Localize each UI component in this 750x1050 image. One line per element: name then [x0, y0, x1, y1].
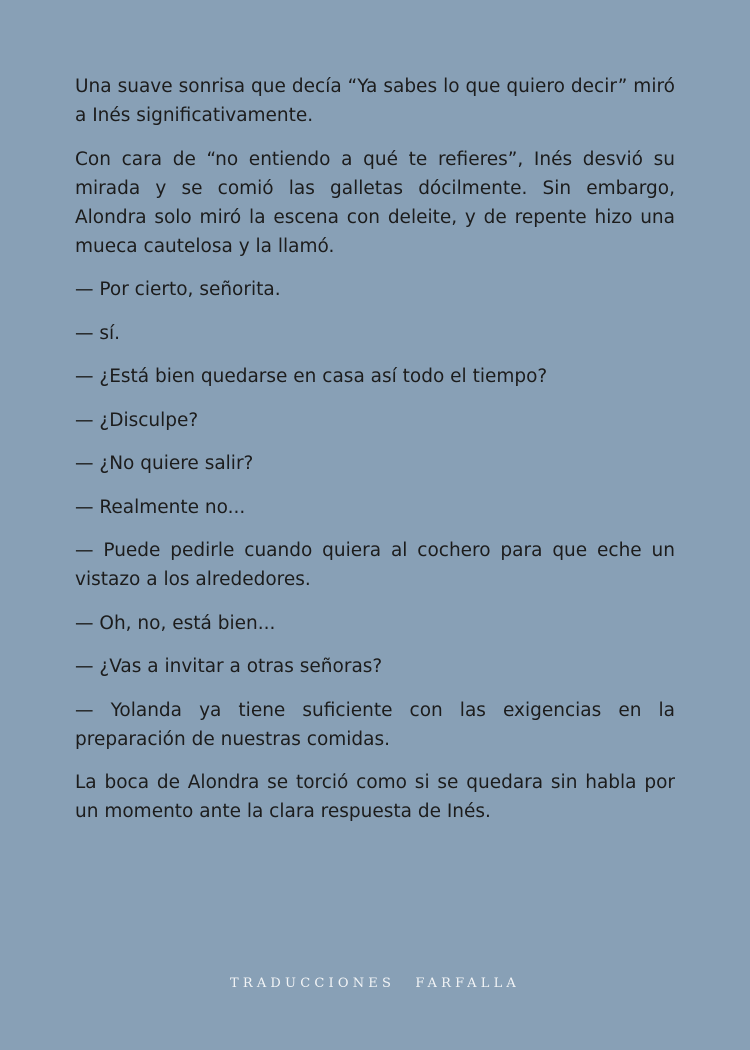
dialogue-line: — Oh, no, está bien... [75, 612, 276, 634]
body-text [75, 72, 675, 841]
dialogue-line: — ¿No quiere salir? [75, 453, 254, 474]
paragraph: Una suave sonrisa que decía “Ya sabes lo que quiero decir” miró a Inés significativamente. [75, 76, 675, 126]
dialogue-line: — Por cierto, señorita. [75, 279, 281, 300]
dialogue-line: — sí. [75, 322, 121, 344]
dialogue-line: — Yolanda ya tiene suficiente con las exigencias en la preparación de nuestras comidas. [75, 699, 675, 750]
paragraph: La boca de Alondra se torció como si se quedara sin habla por un momento ante la clara respuesta de Inés. [75, 772, 675, 822]
dialogue-line: — Puede pedirle cuando quiera al cochero para que eche un vistazo a los alrededores. [75, 540, 675, 590]
dialogue-line: — ¿Vas a invitar a otras señoras? [75, 656, 383, 677]
dialogue-line: — Realmente no... [75, 496, 246, 518]
dialogue-line: — ¿Disculpe? [75, 409, 199, 431]
footer-credit: TRADUCCIONES FARFALLA [229, 976, 520, 991]
dialogue-line: — ¿Está bien quedarse en casa así todo el tiempo? [75, 366, 548, 387]
paragraph: Con cara de “no entiendo a qué te refieres”, Inés desvió su mirada y se comió las galletas dócilmente. Sin embargo, Alondra solo miró la escena con deleite, y de repente hizo una mueca cautelosa y la llamó. [75, 148, 675, 257]
